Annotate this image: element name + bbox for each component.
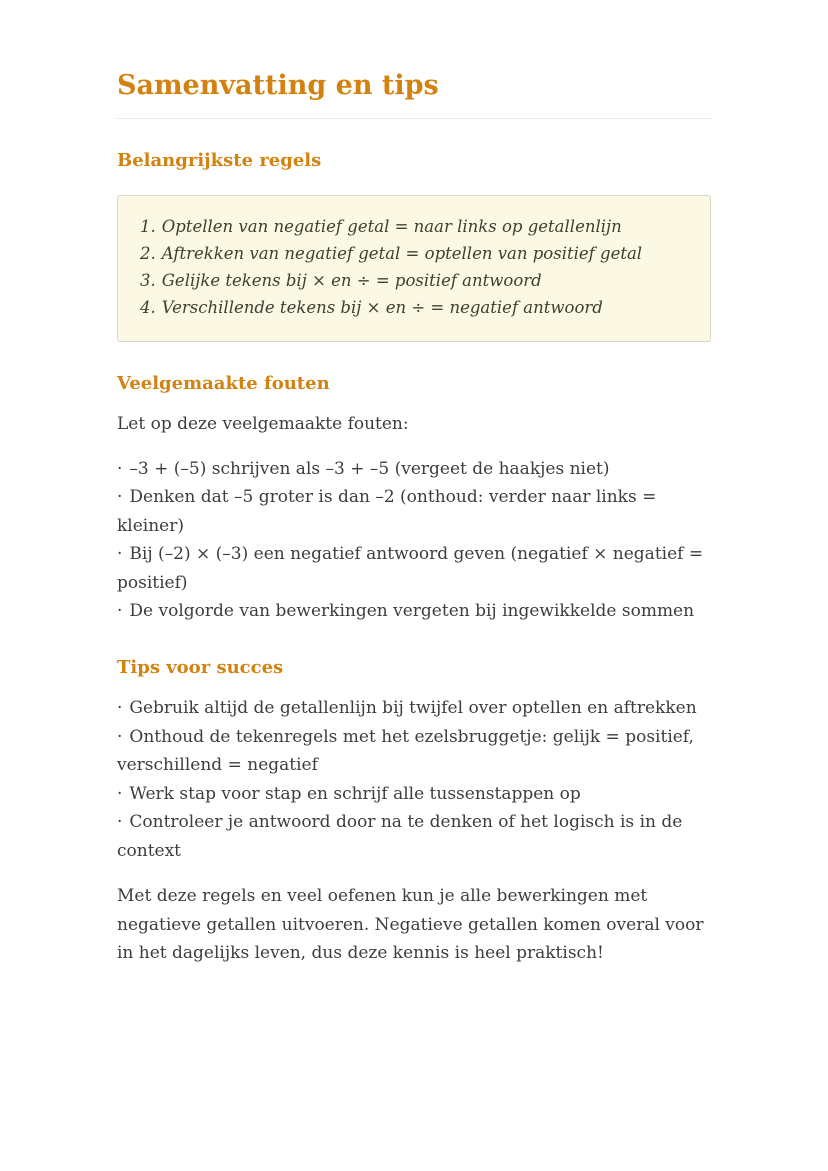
tips-list xyxy=(117,694,711,865)
mistakes-list xyxy=(117,455,711,626)
tip-text: Controleer je antwoord door na te denken of het logisch is in de context xyxy=(117,812,683,861)
bullet-glyph: · xyxy=(117,698,123,719)
rule-text: Optellen van negatief getal = naar links op getallenlijn xyxy=(161,216,622,236)
mistake-item xyxy=(117,455,711,484)
mistake-text: De volgorde van bewerkingen vergeten bij ingewikkelde sommen xyxy=(129,601,695,622)
tip-text: Gebruik altijd de getallenlijn bij twijfel over optellen en aftrekken xyxy=(129,698,697,719)
bullet-glyph: · xyxy=(117,726,123,747)
mistake-text: –3 + (–5) schrijven als –3 + –5 (vergeet de haakjes niet) xyxy=(129,458,610,479)
tip-item xyxy=(117,694,711,723)
mistake-item xyxy=(117,597,711,626)
tip-item xyxy=(117,780,711,809)
rule-number: 2. xyxy=(140,243,156,263)
rule-number: 1. xyxy=(140,216,156,236)
mistakes-intro: Let op deze veelgemaakte fouten: xyxy=(117,414,409,435)
rule-text: Gelijke tekens bij × en ÷ = positief antwoord xyxy=(161,270,542,290)
bullet-glyph: · xyxy=(117,487,123,508)
rule-text: Verschillende tekens bij × en ÷ = negatief antwoord xyxy=(161,297,603,317)
rule-item xyxy=(140,213,688,240)
mistake-item xyxy=(117,540,711,597)
document-content xyxy=(117,0,711,968)
mistake-item xyxy=(117,483,711,540)
mistake-text: Bij (–2) × (–3) een negatief antwoord geven (negatief × negatief = positief) xyxy=(117,544,704,593)
title-divider xyxy=(117,118,711,119)
tip-item xyxy=(117,808,711,865)
bullet-glyph: · xyxy=(117,544,123,565)
rule-item xyxy=(140,294,688,321)
rules-box xyxy=(117,195,711,342)
closing-paragraph: Met deze regels en veel oefenen kun je alle bewerkingen met negatieve getallen uitvoeren. Negatieve getallen komen overal voor in het dagelijks leven, dus deze kennis is heel praktisch! xyxy=(117,886,704,964)
rule-item xyxy=(140,267,688,294)
mistake-text: Denken dat –5 groter is dan –2 (onthoud: verder naar links = kleiner) xyxy=(117,487,657,536)
page-title: Samenvatting en tips xyxy=(117,70,439,101)
bullet-glyph: · xyxy=(117,783,123,804)
bullet-glyph: · xyxy=(117,458,123,479)
rule-number: 4. xyxy=(140,297,156,317)
tip-item xyxy=(117,723,711,780)
rule-item xyxy=(140,240,688,267)
rule-number: 3. xyxy=(140,270,156,290)
section-heading-tips: Tips voor succes xyxy=(117,656,284,678)
rule-text: Aftrekken van negatief getal = optellen van positief getal xyxy=(161,243,643,263)
section-heading-rules: Belangrijkste regels xyxy=(117,150,322,172)
tip-text: Werk stap voor stap en schrijf alle tussenstappen op xyxy=(129,783,581,804)
bullet-glyph: · xyxy=(117,601,123,622)
bullet-glyph: · xyxy=(117,812,123,833)
rules-list xyxy=(140,213,688,321)
tip-text: Onthoud de tekenregels met het ezelsbruggetje: gelijk = positief, verschillend = negatief xyxy=(117,726,694,776)
section-heading-mistakes: Veelgemaakte fouten xyxy=(117,372,330,394)
